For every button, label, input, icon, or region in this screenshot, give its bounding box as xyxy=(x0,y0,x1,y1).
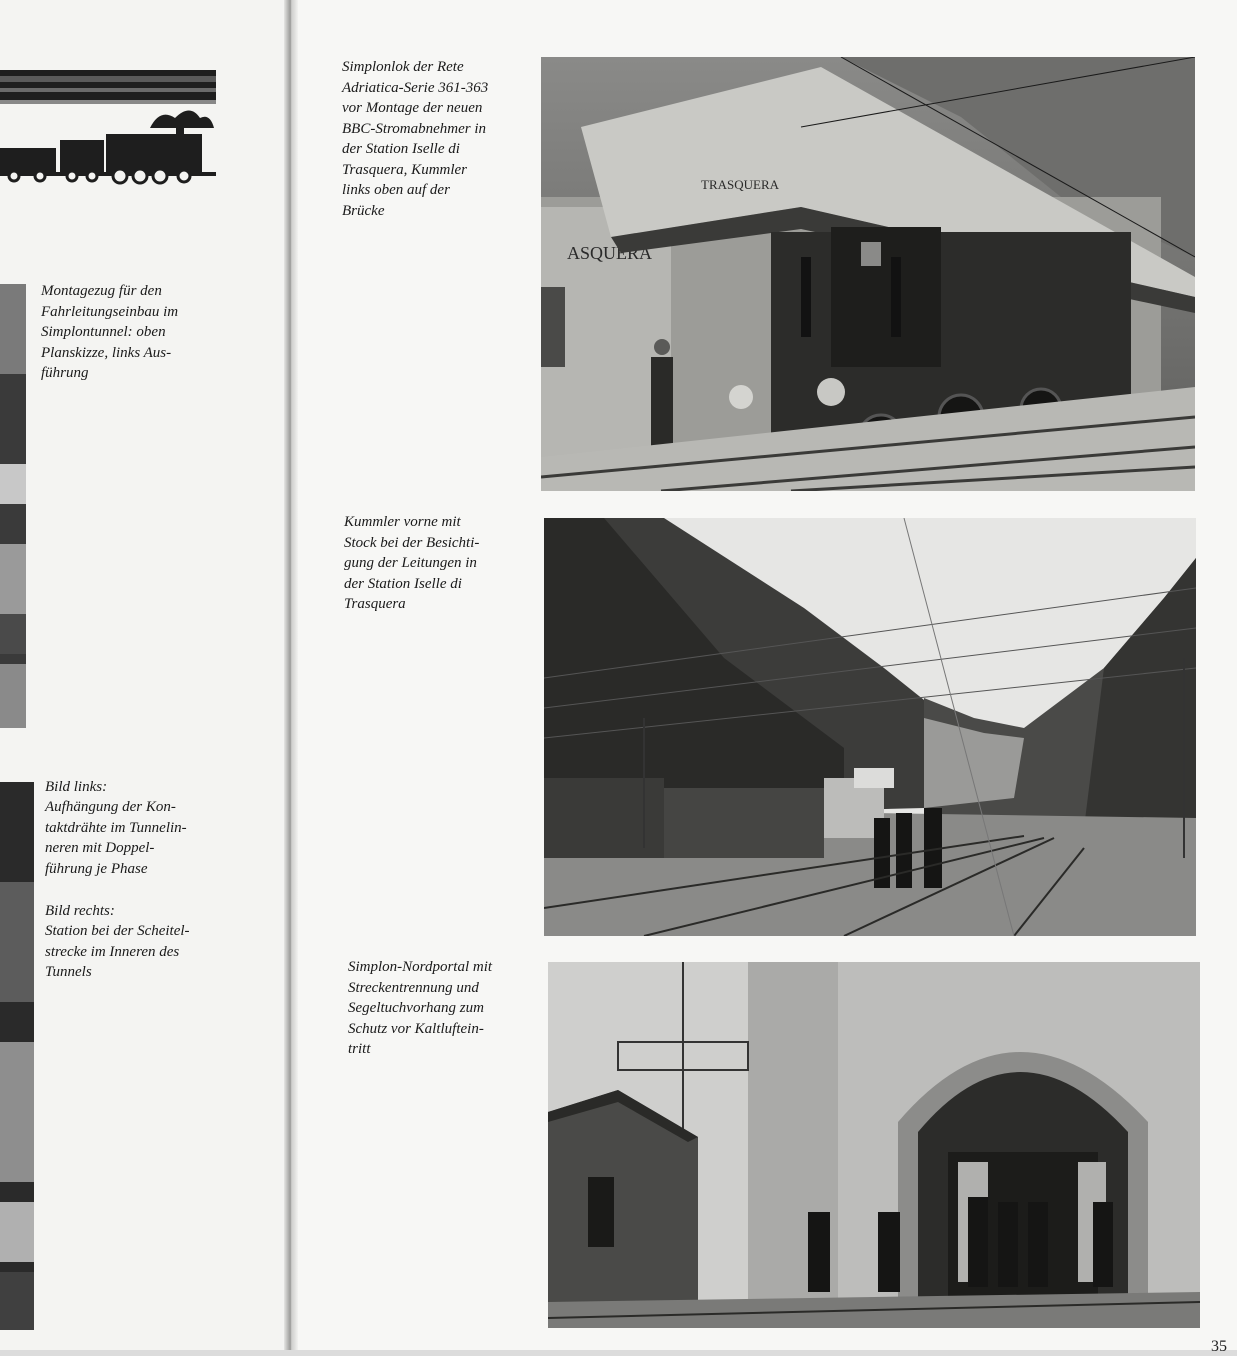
caption-montagezug: Montagezug für den Fahrleitungseinbau im Simplontunnel: oben Planskizze, links Aus- führung xyxy=(41,283,179,381)
left-page xyxy=(0,0,290,1350)
station-sign-text: ASQUERA xyxy=(567,243,653,263)
locomotive-station-photo xyxy=(541,57,1195,491)
station-overhead-lines-photo xyxy=(544,518,1196,936)
caption-bild-rechts-title: Bild rechts: xyxy=(45,903,115,919)
caption-bild-rechts-text: Station bei der Scheitel- strecke im Inneren des Tunnels xyxy=(45,923,190,980)
tunnel-suspension-photo-strip xyxy=(0,782,34,1330)
tunnel-work-photo-strip xyxy=(0,284,26,728)
caption-bild-links-title: Bild links: xyxy=(45,779,108,795)
right-page xyxy=(298,0,1237,1355)
book-gutter xyxy=(284,0,298,1350)
simplon-nordportal-photo xyxy=(548,962,1200,1328)
station-sign-upper: TRASQUERA xyxy=(701,177,780,192)
caption-simplonlok: Simplonlok der Rete Adriatica-Serie 361-363 vor Montage der neuen BBC-Stromabnehmer in der Station Iselle di Trasquera, Kummler links oben auf der Brücke xyxy=(342,59,489,219)
page-number: 35 xyxy=(1211,1338,1227,1355)
train-sketch-image xyxy=(0,68,216,198)
caption-bild-links-text: Aufhängung der Kon- taktdrähte im Tunnelin- neren mit Doppel- führung je Phase xyxy=(45,799,187,877)
caption-simplon-nordportal: Simplon-Nordportal mit Streckentrennung und Segeltuchvorhang zum Schutz vor Kaltluftein- tritt xyxy=(348,959,493,1057)
caption-kummler-besichtigung: Kummler vorne mit Stock bei der Besichti- gung der Leitungen in der Station Iselle di Trasquera xyxy=(344,514,480,612)
